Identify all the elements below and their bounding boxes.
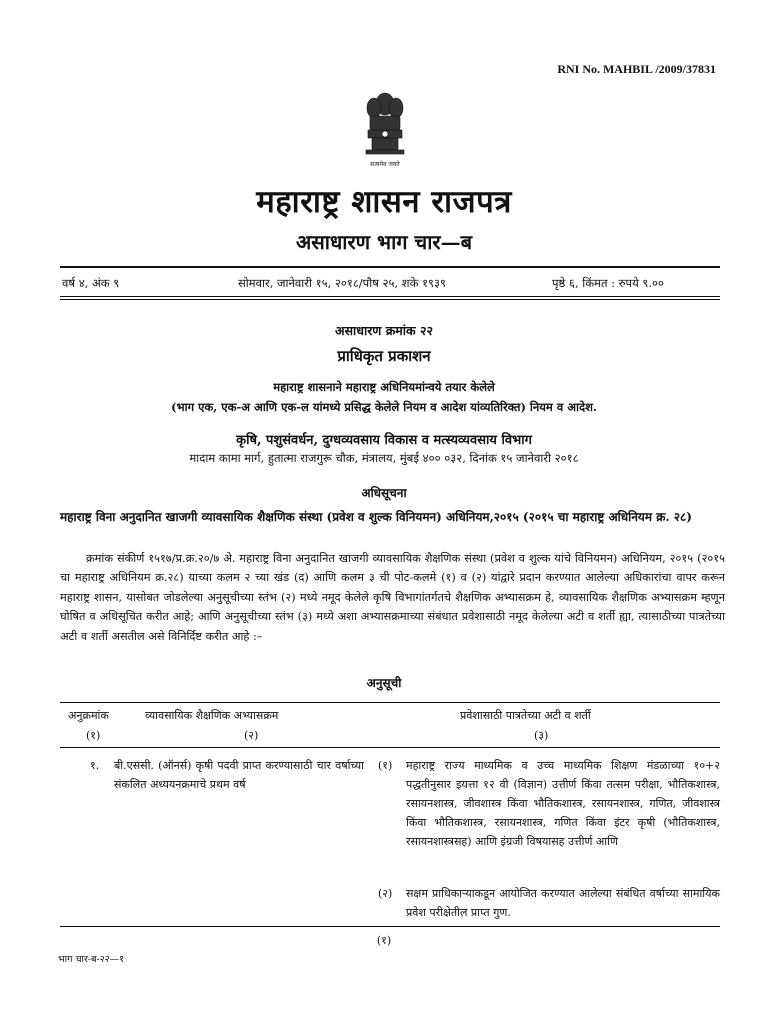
publication-desc-2: (भाग एक, एक-अ आणि एक-ल यांमध्ये प्रसिद्ध केलेले नियम व आदेश यांव्यतिरिक्त) नियम व आदेश. (171, 400, 597, 414)
row-serial: १. (90, 759, 100, 772)
row-course: बी.एससी. (ऑनर्स) कृषी पदवी प्राप्त करण्यासाठी चार वर्षाच्या संकलित अध्ययनक्रमाचे प्रथम वर्ष (114, 759, 364, 791)
header-rule-top (60, 266, 720, 268)
col-header-conditions: प्रवेशासाठी पात्रतेच्या अटी व शर्ती (460, 709, 591, 722)
condition-text-1: महाराष्ट्र राज्य माध्यमिक व उच्च माध्यमिक शिक्षण मंडळाच्या १०+२ पद्धतीनुसार इयत्ता १२ वी (विज्ञान) उत्तीर्ण किंवा तत्सम परीक्षा, भौतिकशास्त्र, रसायनशास्त्र, जीवशास्त्र किंवा भौतिकशास्त्र, रसायनशास्त्र, गणित, जीवशास्त्र किंवा भौतिकशास्त्र, रसायनशास्त्र, गणित किंवा इंटर कृषी (भौतिकशास्त्र, रसायनशास्त्रसह) आणि इंग्रजी विषयासह उत्तीर्ण आणि (406, 759, 720, 848)
extraordinary-number: असाधारण क्रमांक २२ (335, 323, 433, 338)
authorized-publication: प्राधिकृत प्रकाशन (337, 347, 431, 365)
col-number-1: (१) (86, 729, 101, 742)
rni-number: RNI No. MAHBIL /2009/37831 (557, 62, 716, 76)
year-issue: वर्ष ४, अंक ९ (62, 276, 120, 290)
state-emblem-icon (360, 88, 410, 174)
col-number-2: (२) (244, 729, 259, 742)
condition-text-2: सक्षम प्राधिकाऱ्याकडून आयोजित करण्यात आलेल्या संबंधित वर्षाच्या सामायिक प्रवेश परीक्षेतील प्राप्त गुण. (406, 887, 720, 919)
col-header-course: व्यावसायिक शैक्षणिक अभ्यासक्रम (145, 709, 279, 722)
header-rule-bottom-1 (60, 296, 720, 297)
col-header-serial: अनुक्रमांक (68, 709, 109, 722)
footer-code: भाग चार-ब-२२—१ (58, 954, 125, 965)
svg-text:सत्यमेव जयते: सत्यमेव जयते (370, 161, 400, 168)
page-number: (१) (376, 934, 392, 947)
act-title: महाराष्ट्र विना अनुदानित खाजगी व्यावसायिक शैक्षणिक संस्था (प्रवेश व शुल्क विनियमन) अधिनियम,२०१५ (२०१५ चा महाराष्ट्र अधिनियम क्र. २८) (60, 510, 692, 524)
gazette-subtitle: असाधारण भाग चार—ब (295, 230, 472, 254)
notification-body-text: क्रमांक संकीर्ण १५१७/प्र.क्र.२०/७ अे. महाराष्ट्र विना अनुदानित खाजगी व्यावसायिक शैक्षणिक संस्था (प्रवेश व शुल्क यांचे विनियमन) अधिनियम, २०१५ (२०१५ चा महाराष्ट्र अधिनियम क्र.२८) याच्या कलम २ च्या खंड (द) आणि कलम ३ ची पोट-कलमे (१) व (२) यांद्वारे प्रदान करण्यात आलेल्या अधिकारांचा वापर करून महाराष्ट्र शासन, यासोबत जोडलेल्या अनुसूचीच्या स्तंभ (२) मध्ये नमूद केलेले कृषि विभागांतर्गतचे शैक्षणिक अभ्यासक्रम हे, व्यावसायिक शैक्षणिक अभ्यासक्रम म्हणून घोषित व अधिसूचित करीत आहे; आणि अनुसूचीच्या स्तंभ (३) मध्ये अशा अभ्यासक्रमाच्या संबंधात प्रवेशासाठी नमूद केलेल्या अटी व शर्ती ह्या, त्यासाठीच्या पात्रतेच्या अटी व शर्ती असतील असे विनिर्दिष्ट करीत आहे :– (60, 552, 725, 643)
department-address: मादाम कामा मार्ग, हुतात्मा राजगुरू चौक, मंत्रालय, मुंबई ४०० ०३२, दिनांक १५ जानेवारी २०१८ (189, 451, 579, 465)
publication-desc-1: महाराष्ट्र शासनाने महाराष्ट्र अधिनियमांन्वये तयार केलेले (273, 380, 495, 394)
department-name: कृषि, पशुसंवर्धन, दुग्धव्यवसाय विकास व मत्स्यव्यवसाय विभाग (236, 433, 532, 448)
page-price: पृष्ठे ६, किंमत : रुपये ९.०० (552, 276, 665, 290)
notification-body (60, 549, 725, 646)
table-rule-top (60, 702, 720, 703)
schedule-heading: अनुसूची (366, 676, 402, 690)
condition-number-2: (२) (378, 887, 393, 900)
header-rule-bottom-2 (60, 299, 720, 300)
gazette-title: महाराष्ट्र शासन राजपत्र (256, 184, 512, 220)
table-rule-header (60, 747, 720, 748)
issue-date: सोमवार, जानेवारी १५, २०१८/पौष २५, शके १९३९ (238, 276, 446, 290)
notification-heading: अधिसूचना (361, 486, 407, 500)
col-number-3: (३) (534, 729, 549, 742)
table-rule-bottom (60, 926, 720, 927)
condition-number-1: (१) (378, 759, 393, 772)
